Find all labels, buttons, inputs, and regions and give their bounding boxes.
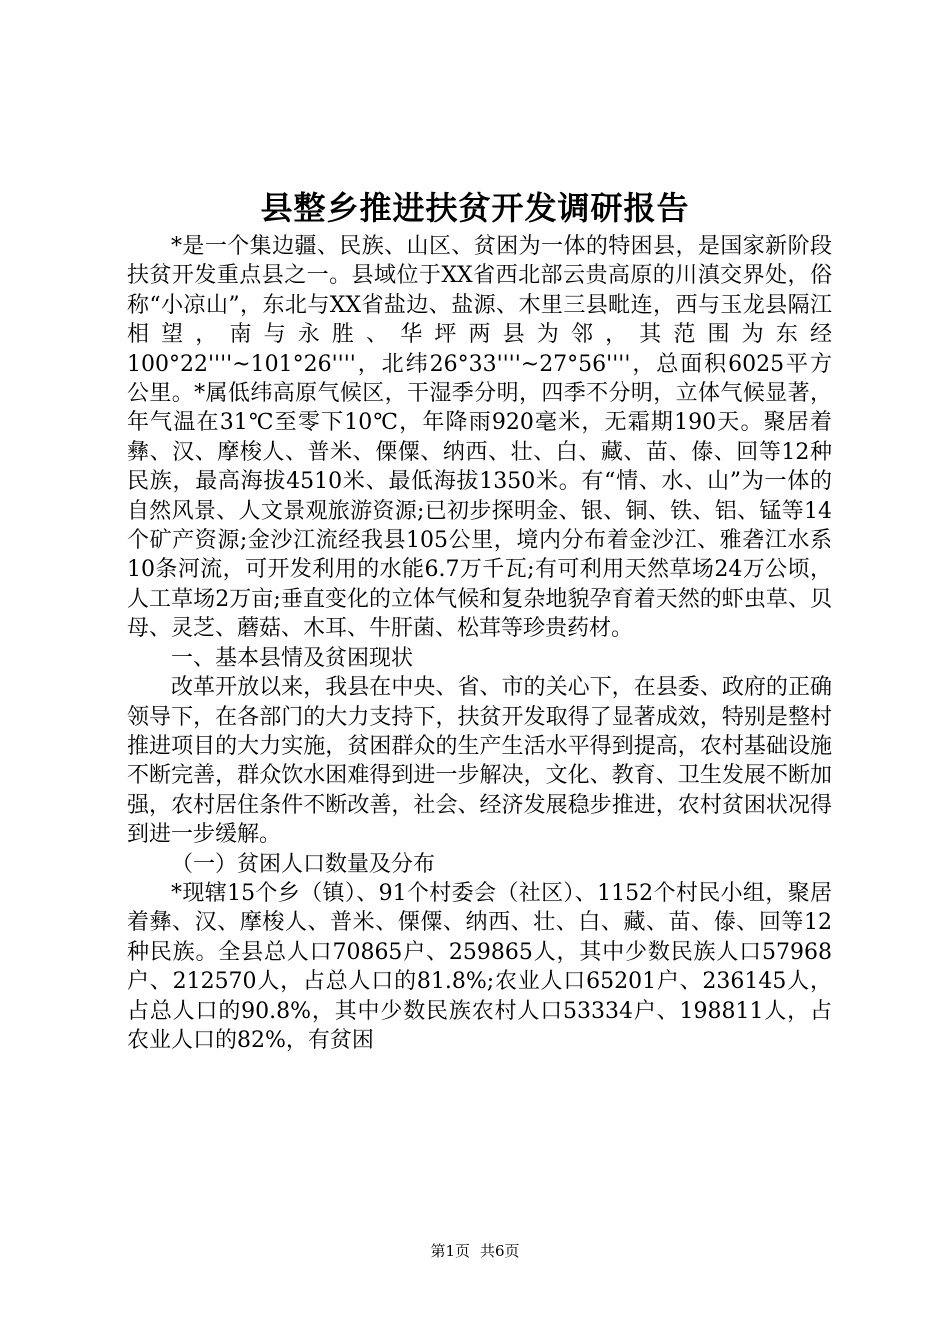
subsection-heading-poverty-population: （一）贫困人口数量及分布 (171, 851, 436, 877)
intro-paragraph: *是一个集边疆、民族、山区、贫困为一体的特困县，是国家新阶段扶贫开发重点县之一。县域位于XX省西北部云贵高原的川滇交界处，俗称“小凉山”，东北与XX省盐边、盐源、木里三县毗连，西与玉龙县隔江相望，南与永胜、华坪两县为邻，其范围为东经100°22''''~101°26''''，北纬26°33''''~27°56''''，总面积6025平方公里。*属低纬高原气候区，干湿季分明，四季不分明，立体气候显著，年气温在31℃至零下10℃，年降雨920毫米，无霜期190天。聚居着彝、汉、摩梭人、普米、傈僳、纳西、壮、白、藏、苗、傣、回等12种民族，最高海拔4510米、最低海拔1350米。有“情、水、山”为一体的自然风景、人文景观旅游资源;已初步探明金、银、铜、铁、铝、锰等14个矿产资源;金沙江流经我县105公里，境内分布着金沙江、雅砻江水系10条河流，可开发利用的水能6.7万千瓦;有可利用天然草场24万公顷，人工草场2万亩;垂直变化的立体气候和复杂地貌孕育着天然的虾虫草、贝母、灵芝、蘑菇、木耳、牛肝菌、松茸等珍贵药材。 (127, 234, 832, 642)
document-title: 县整乡推进扶贫开发调研报告 (260, 189, 690, 227)
page-total: 共6页 (480, 1242, 520, 1260)
section-heading-basic-situation: 一、基本县情及贫困现状 (171, 645, 414, 671)
reform-paragraph: 改革开放以来，我县在中央、省、市的关心下，在县委、政府的正确领导下，在各部门的大力支持下，扶贫开发取得了显著成效，特别是整村推进项目的大力实施，贫困群众的生产生活水平得到提高，农村基础设施不断完善，群众饮水困难得到进一步解决，文化、教育、卫生发展不断加强，农村居住条件不断改善，社会、经济发展稳步推进，农村贫困状况得到进一步缓解。 (127, 675, 832, 848)
page-number: 第1页 (430, 1242, 470, 1260)
page-footer (0, 1241, 950, 1261)
population-paragraph: *现辖15个乡（镇）、91个村委会（社区）、1152个村民小组，聚居着彝、汉、摩梭人、普米、傈僳、纳西、壮、白、藏、苗、傣、回等12种民族。全县总人口70865户、259865人，其中少数民族人口57968户、212570人，占总人口的81.8%;农业人口65201户、236145人，占总人口的90.8%，其中少数民族农村人口53334户、198811人，占农业人口的82%，有贫困 (127, 880, 832, 1053)
document-body (127, 232, 832, 1055)
